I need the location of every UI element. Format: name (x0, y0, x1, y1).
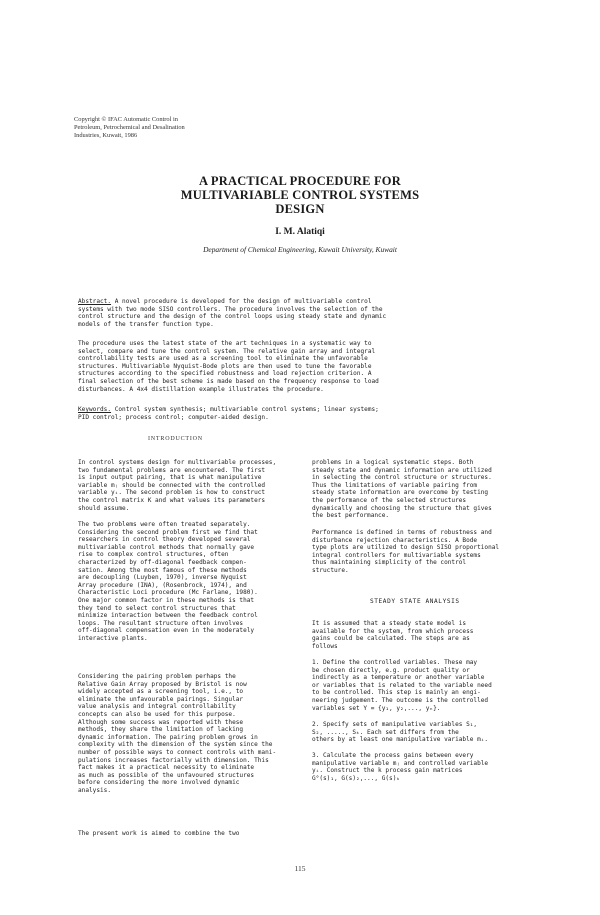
text-line: disturbance rejection characteristics. A Bode (312, 536, 478, 544)
title-line: A PRACTICAL PROCEDURE FOR (199, 174, 401, 188)
text-line: concepts can also be used for this purpose. (78, 710, 236, 718)
text-line: be chosen directly, e.g. product quality or (312, 666, 470, 674)
text-line: complexity with the dimension of the system since the (78, 741, 273, 749)
text-line: available for the system, from which process (312, 627, 474, 635)
text-line: One major common factor in these methods is that (78, 596, 255, 604)
text-line: loops. The resultant structure often involves (78, 619, 244, 627)
text-line: sation. Among the most famous of these methods (78, 566, 247, 574)
text-line: are decoupling (Luyben, 1970), inverse Nyquist (78, 574, 247, 582)
text-line: as much as possible of the unfavoured structures (78, 771, 255, 779)
text-line: they tend to select control structures that (78, 604, 236, 612)
text-line: The two problems were often treated separately. (78, 521, 251, 528)
text-line: the best performance. (312, 512, 390, 520)
text-line: Characteristic Loci procedure (Mc Farlane, 1980). (78, 589, 258, 597)
abstract-line: The procedure uses the latest state of the art techniques in a systematic way to (78, 340, 372, 347)
text-line: widely accepted as a screening tool, i.e., to (78, 688, 244, 696)
text-line: 1. Define the controlled variables. These may (312, 659, 478, 666)
text-line: structure. (312, 566, 349, 574)
text-line: steady state information are overcome by testing (312, 489, 489, 497)
text-line: variables set Y = {y₁, y₂,..., yₙ}. (312, 704, 441, 712)
text-line: the control matrix K and what values its parameters (78, 496, 266, 504)
step-3 (312, 752, 534, 782)
keywords-line: Control system synthesis; multivariable control systems; linear systems; (111, 406, 379, 413)
text-line: or variables that is related to the variable need (312, 681, 492, 689)
abstract-line: structures. Multivariable Nyquist-Bode plots are then used to tune the favorable (78, 362, 372, 370)
intro-paragraph-3 (78, 673, 300, 795)
abstract (78, 298, 528, 328)
keywords-line: PID control; process control; computer-aided design. (78, 413, 269, 421)
abstract-line: disturbances. A 4x4 distillation example illustrates the procedure. (78, 385, 324, 393)
introduction-heading: INTRODUCTION (148, 436, 203, 442)
text-line: G°(s)₁, G(s)₂,..., G(s)ₖ (312, 774, 401, 782)
text-line: steady state and dynamic information are utilized (312, 466, 492, 474)
text-line: dynamic information. The pairing problem grows in (78, 733, 258, 741)
text-line: dynamically and choosing the structure that gives (312, 504, 492, 512)
text-line: 2. Specify sets of manipulative variables S₁, (312, 721, 478, 728)
text-line: to be controlled. This step is mainly an engi- (312, 689, 481, 697)
copyright-line: Copyright © IFAC Automatic Control in (74, 116, 178, 123)
text-line: Considering the second problem first we find that (78, 528, 258, 536)
step-2 (312, 721, 534, 744)
text-line: neering judgement. The outcome is the controlled (312, 696, 489, 704)
copyright-line: Petroleum, Petrochemical and Desalination (74, 124, 185, 131)
text-line: before considering the more involved dynamic (78, 779, 240, 787)
text-line: problems in a logical systematic steps. Both (312, 459, 474, 466)
text-line: value analysis and integral controllability (78, 703, 236, 711)
text-line: S₂, ....., Sₖ. Each set differs from the (312, 728, 459, 736)
text-line: Thus the limitations of variable pairing from (312, 481, 478, 489)
intro-paragraph-2 (78, 521, 300, 643)
text-line: multivariable control methods that normally gave (78, 543, 255, 551)
text-line: rise to complex control structures, often (78, 551, 229, 559)
abstract-label: Abstract. (78, 298, 112, 305)
text-line: indirectly as a temperature or another variable (312, 674, 485, 682)
text-line: minimize interaction between the feedback control (78, 612, 258, 620)
text-line: yᵢ. Construct the k process gain matrices (312, 767, 463, 775)
text-line: Considering the pairing problem perhaps the (78, 673, 236, 680)
right-paragraph-2 (312, 529, 534, 575)
text-line: analysis. (78, 786, 112, 794)
title-line: DESIGN (275, 202, 325, 216)
author-name: I. M. Alatiqi (275, 227, 325, 237)
text-line: manipulative variable mⱼ and controlled variable (312, 759, 489, 767)
intro-paragraph-4 (78, 830, 300, 838)
text-line: others by at least one manipulative variable mᵢ. (312, 736, 489, 744)
right-paragraph-1 (312, 459, 534, 520)
step-1 (312, 659, 534, 712)
abstract-line: structures according to the specified robustness and load rejection criterion. A (78, 370, 372, 378)
text-line: should assume. (78, 504, 130, 512)
text-line: in selecting the control structure or structures. (312, 474, 492, 482)
paper-title (90, 174, 510, 216)
author-affiliation: Department of Chemical Engineering, Kuwait University, Kuwait (203, 245, 397, 254)
copyright-notice (74, 116, 294, 140)
text-line: is input output pairing, that is what manipulative (78, 474, 262, 482)
abstract-line: controllability tests are used as a screening tool to eliminate the unfavorable (78, 355, 368, 363)
keywords-label: Keywords. (78, 406, 112, 413)
text-line: Performance is defined in terms of robustness and (312, 529, 492, 536)
text-line: Array procedure (INA), (Rosenbrock, 1974), and (78, 581, 247, 589)
text-line: variable mⱼ should be connected with the controlled (78, 481, 266, 489)
text-line: type plots are utilized to design SISO proportional (312, 544, 500, 552)
text-line: Relative Gain Array proposed by Bristol is now (78, 680, 247, 688)
text-line: fact makes it a practical necessity to eliminate (78, 764, 255, 772)
text-line: variable yᵢ. The second problem is how to construct (78, 489, 266, 497)
steady-state-heading: STEADY STATE ANALYSIS (370, 598, 460, 605)
abstract-line: models of the transfer function type. (78, 320, 214, 328)
text-line: pulations increases factorially with dimension. This (78, 756, 269, 764)
text-line: interactive plants. (78, 634, 148, 642)
text-line: two fundamental problems are encountered. The first (78, 466, 266, 474)
text-line: eliminate the unfavourable pairings. Singular (78, 695, 244, 703)
text-line: the performance of the selected structures (312, 496, 467, 504)
abstract-line: A novel procedure is developed for the design of multivariable control (111, 298, 372, 305)
text-line: integral controllers for multivariable systems (312, 551, 481, 559)
abstract-line: control structure and the design of the control loops using steady state and dynamic (78, 313, 387, 321)
intro-paragraph-1 (78, 459, 300, 512)
text-line: gains could be calculated. The steps are as (312, 635, 470, 643)
text-line: off-diagonal compensation even in the moderately (78, 627, 255, 635)
page-number: 115 (294, 864, 306, 873)
text-line: thus maintaining simplicity of the control (312, 559, 467, 567)
title-line: MULTIVARIABLE CONTROL SYSTEMS (180, 188, 420, 202)
copyright-line: Industries, Kuwait, 1986 (74, 132, 138, 139)
abstract-line: select, compare and tune the control system. The relative gain array and integral (78, 347, 376, 355)
text-line: The present work is aimed to combine the two (78, 830, 240, 837)
abstract-line: final selection of the best scheme is made based on the frequency response to load (78, 377, 379, 385)
text-line: researchers in control theory developed several (78, 536, 251, 544)
abstract-line: systems with two mode SISO controllers. The procedure involves the selection of the (78, 305, 383, 313)
text-line: follows (312, 642, 338, 650)
text-line: methods, they share the limitation of lacking (78, 726, 244, 734)
text-line: Although some success was reported with these (78, 718, 244, 726)
text-line: characterized by off-diagonal feedback compen- (78, 558, 247, 566)
right-paragraph-3 (312, 620, 534, 650)
abstract-paragraph-2 (78, 340, 528, 393)
text-line: 3. Calculate the process gains between every (312, 752, 474, 759)
text-line: number of possible ways to connect controls with mani- (78, 748, 277, 756)
keywords (78, 406, 528, 421)
text-line: It is assumed that a steady state model is (312, 620, 467, 627)
text-line: In control systems design for multivariable processes, (78, 459, 277, 466)
